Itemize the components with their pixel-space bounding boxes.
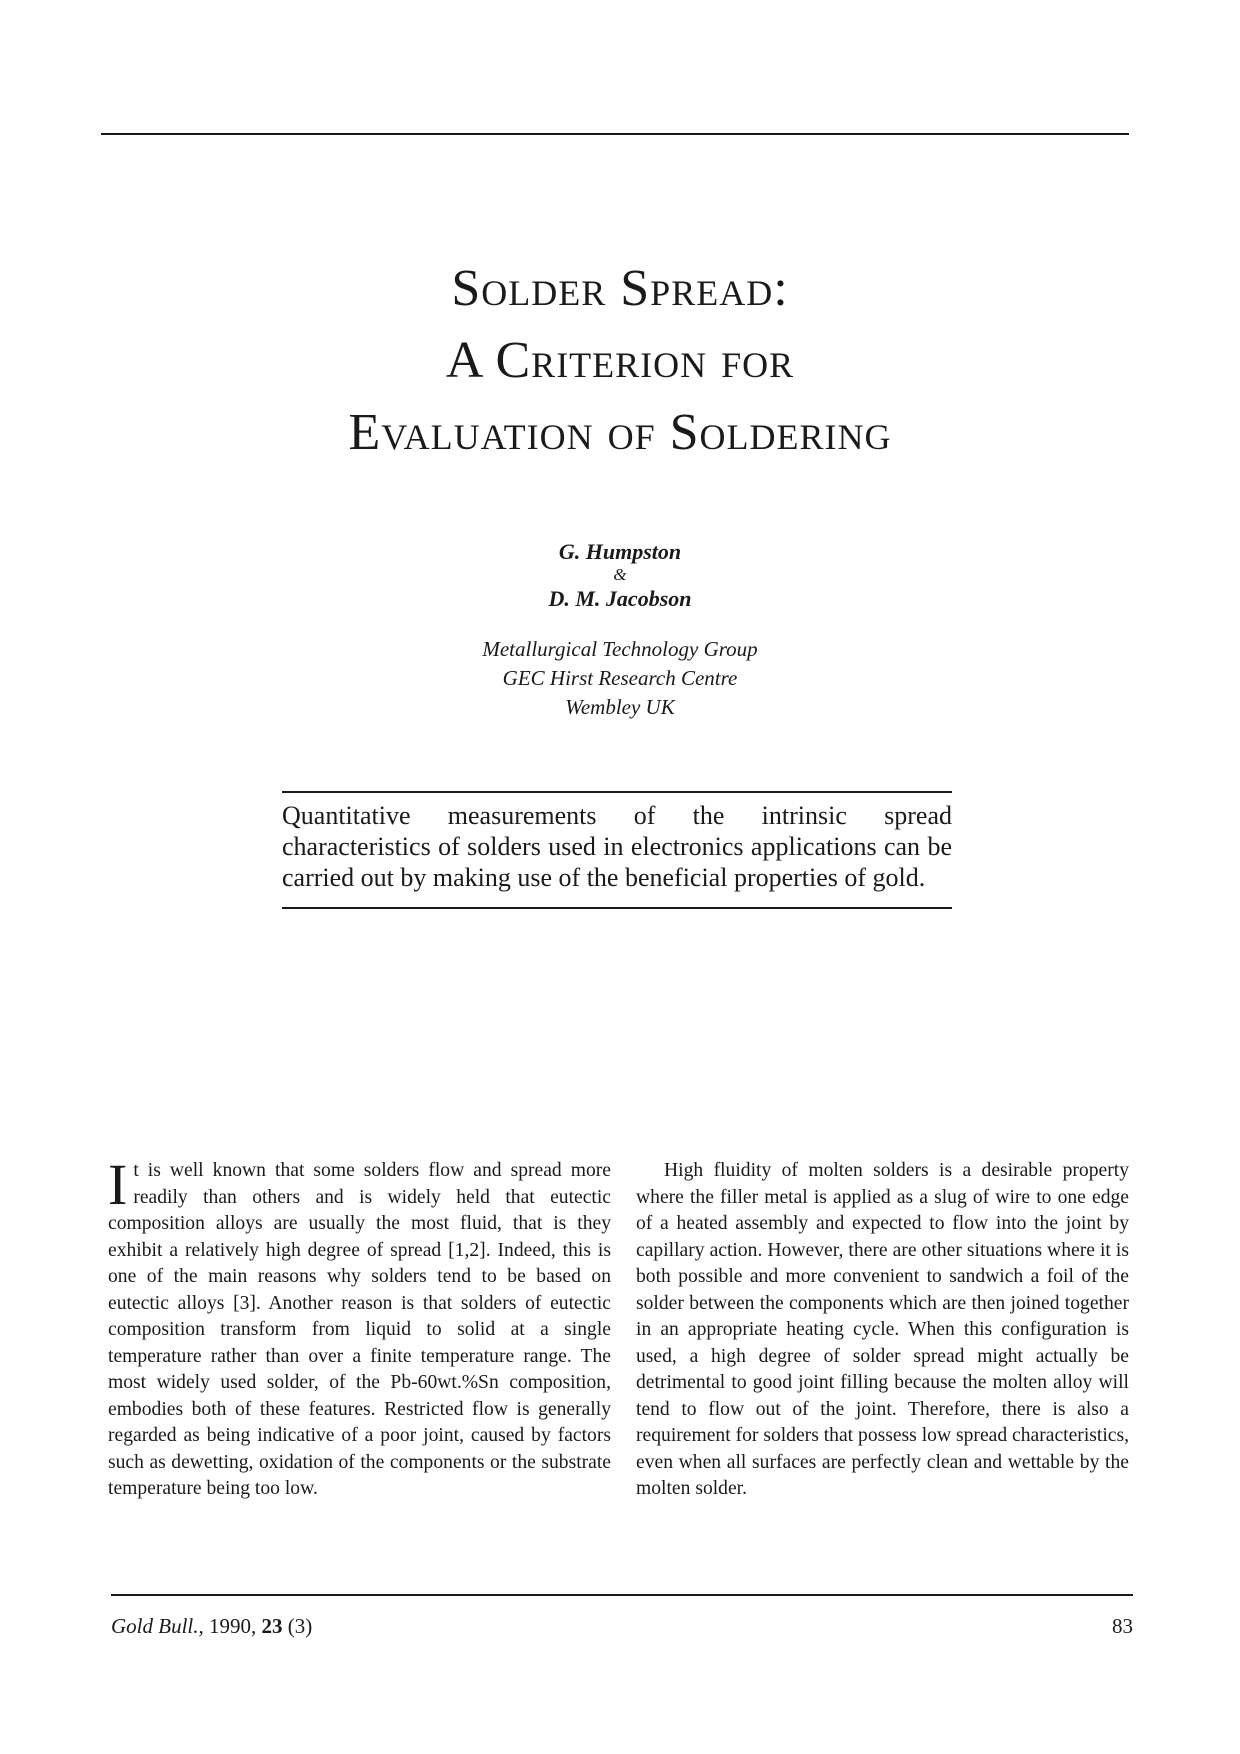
affiliation-line: GEC Hirst Research Centre (502, 666, 738, 690)
author-2: D. M. Jacobson (548, 586, 692, 611)
body-column-right: High fluidity of molten solders is a desirable property where the filler metal is applied as a slug of wire to one edge of a heated assembly and expected to flow into the joint by capillary action. However, there are other situations where it is both possible and more convenient to sandwich a foil of the solder between the components which are then joined together in an appropriate heating cycle. When this configuration is used, a high degree of solder spread might actually be detrimental to good joint filling because the molten alloy will tend to flow out of the joint. Therefore, there is also a requirement for solders that possess low spread characteristics, even when all surfaces are perfectly clean and wettable by the molten solder. (636, 1160, 1129, 1499)
drop-cap: I (108, 1152, 128, 1217)
journal-name: Gold Bull., (111, 1614, 204, 1638)
title-line-1: Solder Spread: (451, 260, 789, 317)
author-conjunction: & (613, 565, 627, 584)
affiliation-block (300, 635, 940, 722)
page-number: 83 (1112, 1614, 1133, 1638)
title-line-3: Evaluation of Soldering (348, 404, 892, 461)
author-block (300, 538, 940, 612)
journal-volume: 23 (261, 1614, 283, 1638)
body-text-left: t is well known that some solders flow and spread more readily than others and is widely held that eutectic composition alloys are usually the most fluid, that is they exhibit a relatively high degree of spread [1,2]. Indeed, this is one of the main reasons why solders tend to be based on eutectic alloys [3]. Another reason is that solders of eutectic composition transform from liquid to solid at a single temperature rather than over a finite temperature range. The most widely used solder, of the Pb-60wt.%Sn composition, embodies both of these features. Restricted flow is generally regarded as being indicative of a poor joint, caused by factors such as dewetting, oxidation of the components or the substrate temperature being too low. (108, 1160, 611, 1499)
abstract-bottom-rule (282, 907, 952, 909)
journal-citation (111, 1612, 312, 1640)
footer-rule (111, 1594, 1133, 1596)
top-rule (101, 133, 1129, 135)
affiliation-line: Wembley UK (565, 695, 675, 719)
body-column-left (108, 1152, 611, 1503)
author-1: G. Humpston (558, 539, 682, 564)
article-title (100, 253, 1140, 469)
title-line-2: A Criterion for (445, 332, 795, 389)
affiliation-line: Metallurgical Technology Group (482, 637, 758, 661)
abstract-text: Quantitative measurements of the intrinsic spread characteristics of solders used in electronics applications can be carried out by making use of the beneficial properties of gold. (282, 801, 952, 892)
journal-issue: (3) (287, 1614, 313, 1638)
journal-year: 1990, (209, 1614, 257, 1638)
abstract-top-rule (282, 791, 952, 793)
